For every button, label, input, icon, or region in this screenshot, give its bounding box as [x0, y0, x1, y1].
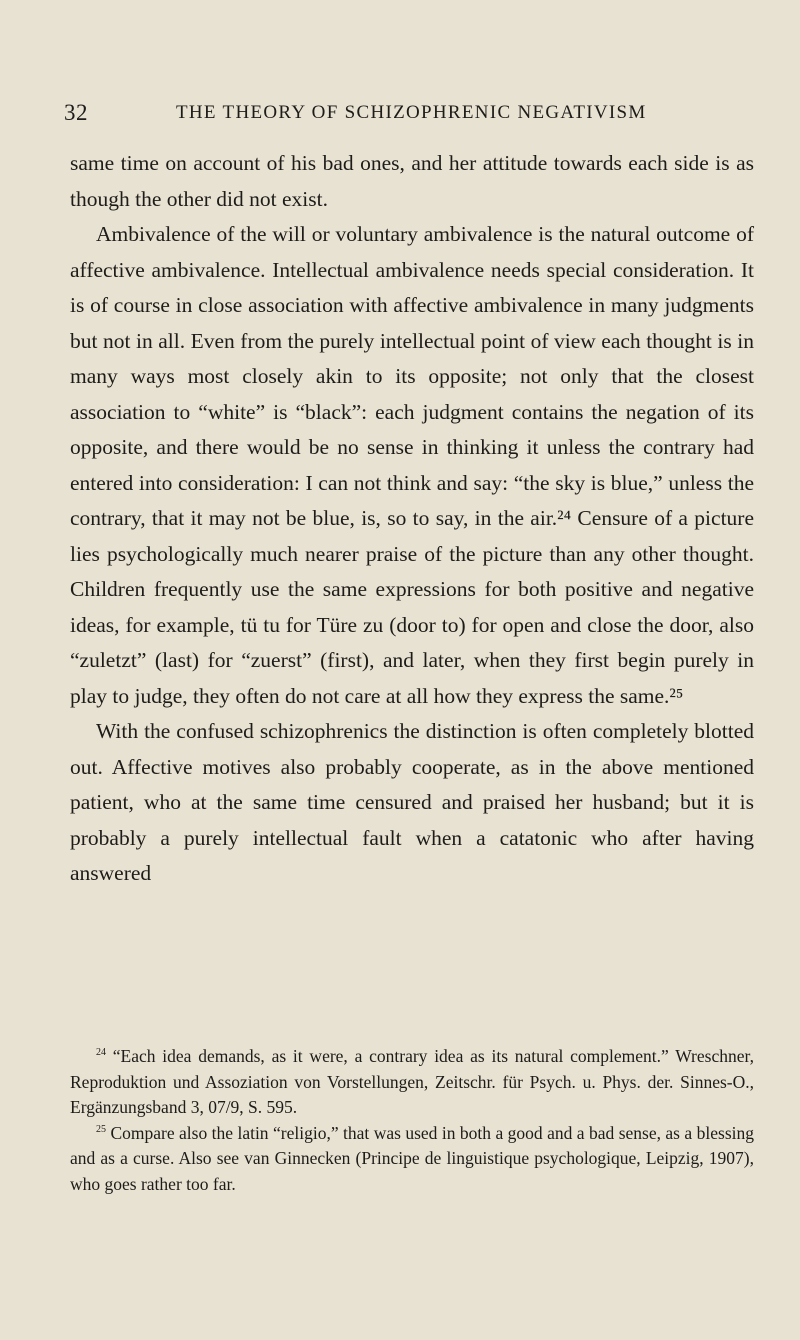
page-number: 32 — [64, 100, 88, 125]
footnote-number: 24 — [96, 1047, 106, 1059]
body-text — [70, 146, 754, 892]
page-header — [64, 100, 754, 130]
footnote-text: “Each idea demands, as it were, a contrary idea as its natural complement.” Wreschner, Reproduktion und Assoziation von Vorstellungen, Zeitschr. für Psych. u. Phys. der. Sinnes-O., Ergänzungsband 3, 07/9, S. 595. — [70, 1046, 754, 1117]
footnotes — [70, 1044, 754, 1197]
footnote — [70, 1044, 754, 1121]
paragraph: With the confused schizophrenics the distinction is often completely blotted out. Affective motives also probably cooperate, as in the above mentioned patient, who at the same time censured and praised her husband; but it is probably a purely intellectual fault when a catatonic who after having answered — [70, 719, 754, 885]
running-head: THE THEORY OF SCHIZOPHRENIC NEGATIVISM — [176, 102, 647, 123]
footnote-text: Compare also the latin “religio,” that was used in both a good and a bad sense, as a blessing and as a curse. Also see van Ginnecken (Principe de linguistique psychologique, Leipzig, 1907), who goes rather too far. — [70, 1122, 754, 1194]
paragraph: same time on account of his bad ones, and her attitude towards each side is as though the other did not exist. — [70, 151, 754, 211]
footnote — [70, 1121, 754, 1198]
footnote-number: 25 — [96, 1123, 106, 1135]
paragraph: Ambivalence of the will or voluntary ambivalence is the natural outcome of affective ambivalence. Intellectual ambivalence needs special consideration. It is of course in close association with affective ambivalence in many judgments but not in all. Even from the purely intellectual point of view each thought is in many ways most closely akin to its opposite; not only that the closest association to “white” is “black”: each judgment contains the negation of its opposite, and there would be no sense in thinking it unless the contrary had entered into consideration: I can not think and say: “the sky is blue,” unless the contrary, that it may not be blue, is, so to say, in the air.²⁴ Censure of a picture lies psychologically much nearer praise of the picture than any other thought. Children frequently use the same expressions for both positive and negative ideas, for example, tü tu for Türe zu (door to) for open and close the door, also “zuletzt” (last) for “zuerst” (first), and later, when they first begin purely in play to judge, they often do not care at all how they express the same.²⁵ — [70, 222, 754, 708]
